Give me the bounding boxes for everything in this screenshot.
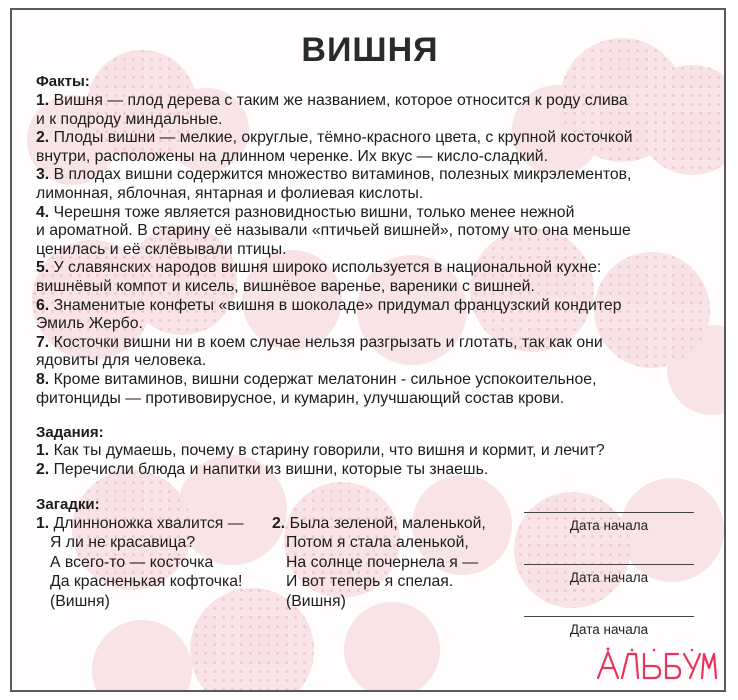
task-item: 1. Как ты думаешь, почему в старину говорили, что вишня и кормит, и лечит? xyxy=(36,442,605,459)
riddle-1: 1. Длинноножка хвалится — Я ли не красавица? А всего-то — косточка Да красненькая кофточка! (Вишня) xyxy=(36,515,244,610)
page-title: ВИШНЯ xyxy=(301,31,439,69)
facts-list xyxy=(36,92,716,408)
date-line xyxy=(524,616,694,617)
date-label: Дата начала xyxy=(569,518,649,533)
fact-item: 8. Кроме витаминов, вишни содержат мелатонин - сильное успокоительное, фитонциды — противовирусное, и кумарин, улучшающий состав крови. xyxy=(36,370,597,407)
facts-heading: Факты: xyxy=(36,73,90,90)
tasks-list xyxy=(36,442,726,479)
task-item: 2. Перечисли блюда и напитки из вишни, которые ты знаешь. xyxy=(36,460,489,478)
fact-item: 1. Вишня — плод дерева с таким же названием, которое относится к роду слива и к подроду миндальные. xyxy=(36,92,628,128)
start-date-field[interactable] xyxy=(524,564,694,586)
fact-item: 5. У славянских народов вишня широко используется в национальной кухне: вишнёвый компот и кисель, вишнёвое варенье, вареники с вишней. xyxy=(36,259,602,295)
worksheet-card xyxy=(10,8,726,692)
riddles-heading: Загадки: xyxy=(36,496,100,513)
date-label: Дата начала xyxy=(569,570,649,585)
start-date-field[interactable] xyxy=(524,616,694,638)
riddle-2: 2. Была зеленой, маленькой, Потом я стала аленькой, На солнце почернела я — И вот теперь я спелая. (Вишня) xyxy=(272,515,486,610)
date-label: Дата начала xyxy=(569,622,649,637)
fact-item: 6. Знаменитые конфеты «вишня в шоколаде» придумал французский кондитер Эмиль Жербо. xyxy=(36,296,622,333)
date-line xyxy=(524,564,694,565)
fact-item: 3. В плодах вишни содержится множество витаминов, полезных микрэлементов, лимонная, яблочная, янтарная и фолиевая кислоты. xyxy=(36,166,632,202)
date-line xyxy=(524,512,694,513)
publisher-logo xyxy=(592,644,718,684)
fact-item: 4. Черешня тоже является разновидностью вишни, только менее нежной и ароматной. В старину её называли «птичьей вишней», потому что она меньше ценилась и её склёвывали птицы. xyxy=(36,203,631,258)
start-date-field[interactable] xyxy=(524,512,694,534)
fact-item: 7. Косточки вишни ни в коем случае нельзя разгрызать и глотать, так как они ядовиты для человека. xyxy=(36,333,603,370)
tasks-heading: Задания: xyxy=(36,424,104,441)
fact-item: 2. Плоды вишни — мелкие, округлые, тёмно-красного цвета, с крупной косточкой внутри, расположены на длинном черенке. Их вкус — кисло-сладкий. xyxy=(36,129,633,165)
